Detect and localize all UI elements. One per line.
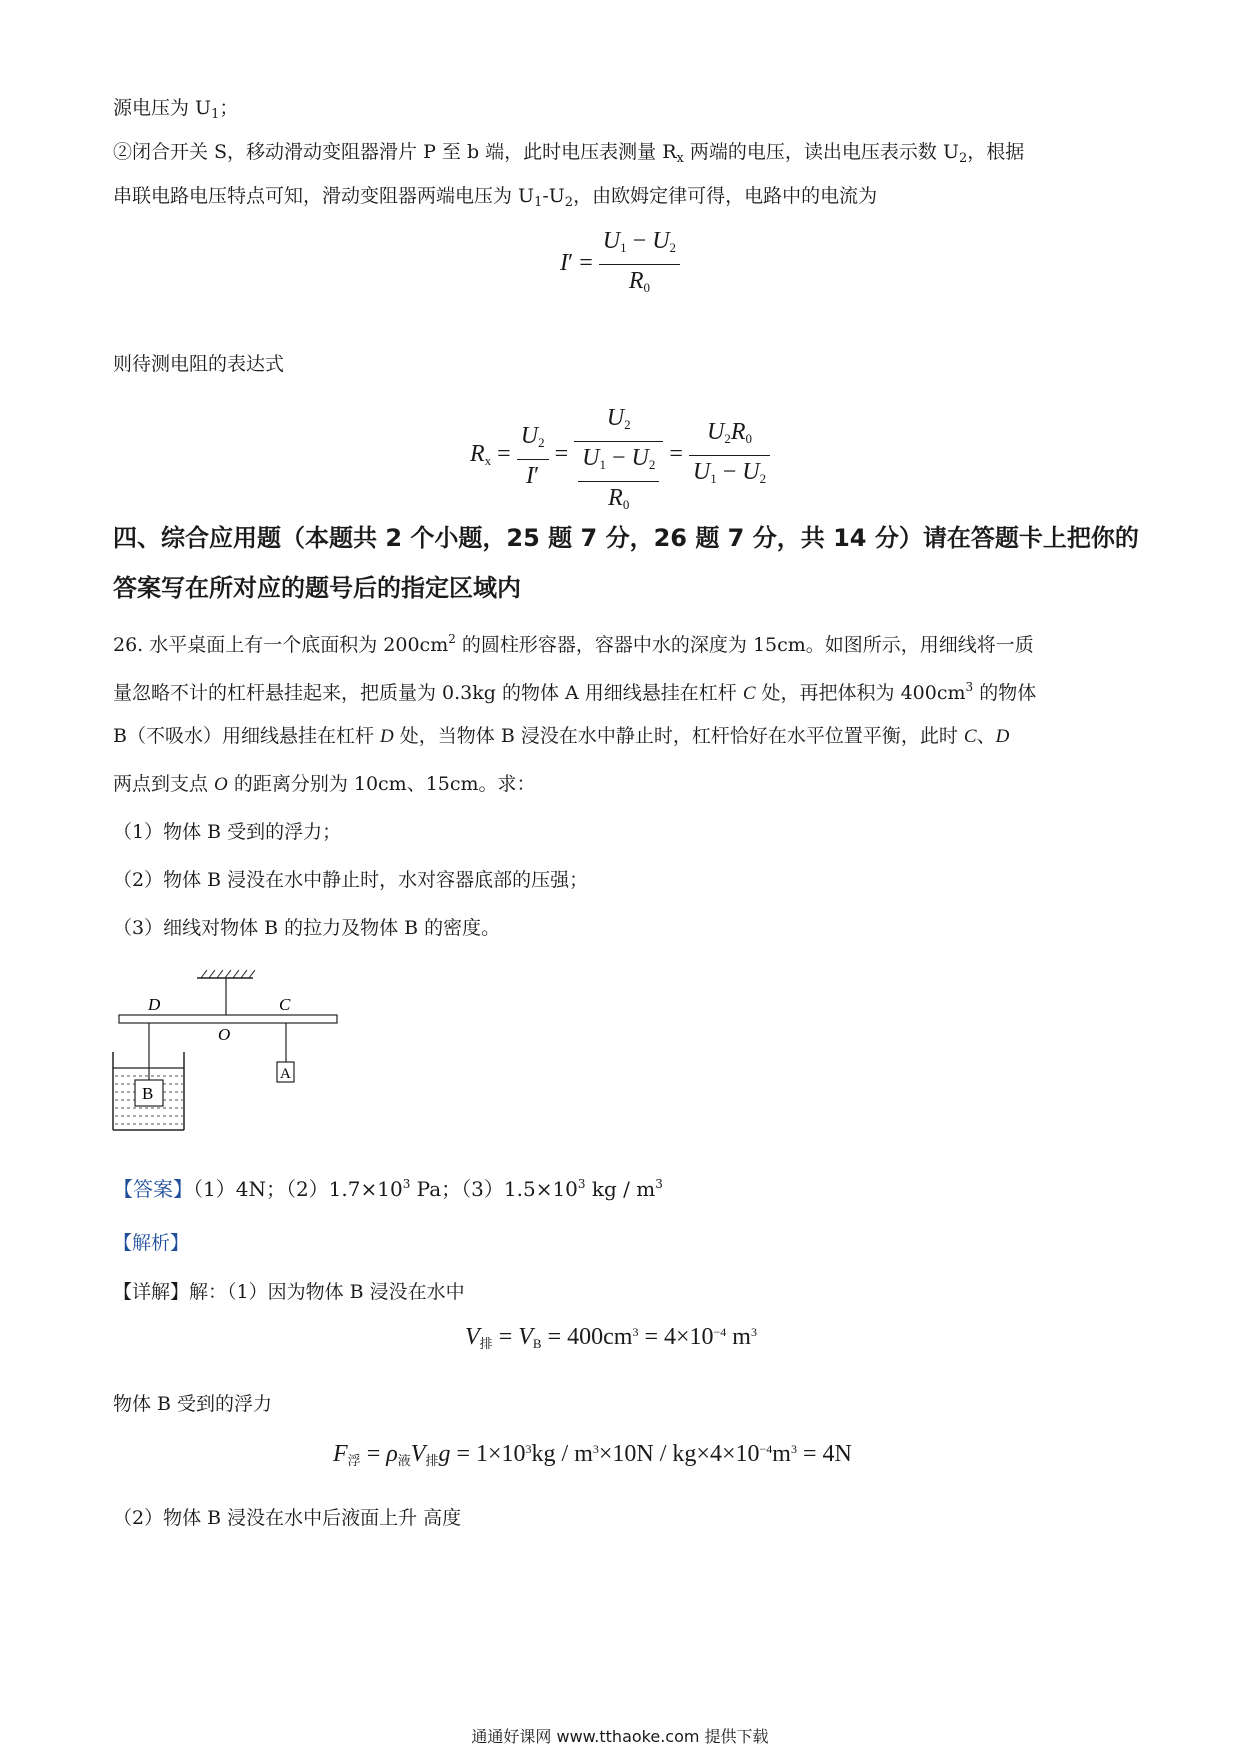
label-d: D: [148, 995, 161, 1014]
sub-question-1: （1）物体 B 受到的浮力；: [113, 821, 342, 843]
detail-line: 【详解】解：（1）因为物体 B 浸没在水中: [113, 1281, 465, 1303]
text-line: 物体 B 受到的浮力: [113, 1393, 273, 1415]
text-line: 则待测电阻的表达式: [113, 353, 285, 375]
section-heading: 答案写在所对应的题号后的指定区域内: [113, 574, 521, 602]
label-o: O: [218, 1025, 231, 1044]
answer-line: 【答案】（1）4N；$(2)1.7\times 10^3$ Pa；$(3)1.5\times 10^3$ kg / $m^3$: [113, 1177, 663, 1201]
page-footer: 通通好课网 www.tthaoke.com 提供下载: [471, 1727, 769, 1746]
resistance-equation: $R_x$ = $\frac{U_2}{I'}$ = $\frac{U_2}{\frac{U_1 - U_2}{R_0}}$ = $\frac{U_2R_0}{U_1 - U_2}$: [470, 402, 770, 521]
sub-question-3: （3）细线对物体 B 的拉力及物体 B 的密度。: [113, 917, 501, 939]
text-line: 源电压为 $U_1$；: [113, 97, 239, 122]
current-equation: I′ = $\frac{U_1 - U_2}{R_0}$: [560, 225, 680, 304]
label-a: A: [280, 1066, 291, 1082]
question-line: 量忽略不计的杠杆悬挂起来，把质量为 0.3kg 的物体 A 用细线悬挂在杠杆 C 处，再把体积为 $400cm^3$ 的物体: [113, 680, 1037, 704]
label-b: B: [142, 1084, 154, 1103]
question-line: B（不吸水）用细线悬挂在杠杆 D 处，当物体 B 浸没在水中静止时，杠杆恰好在水平位置平衡，此时 C、D: [113, 725, 1010, 747]
section-heading: 四、综合应用题（本题共 2 个小题，25 题 7 分，26 题 7 分，共 14 分）请在答题卡上把你的: [113, 524, 1139, 552]
lever-figure: [105, 958, 345, 1138]
volume-equation: $V_排 = V_B = 400cm^3 = 4\times 10^{-4}$ $m^3$: [465, 1324, 757, 1351]
question-line: 26. 水平桌面上有一个底面积为 $200cm^2$ 的圆柱形容器，容器中水的深度为 15cm。如图所示，用细线将一质: [113, 632, 1034, 656]
buoyancy-equation: $F_浮 = \rho_液V_排g = 1\times 10^3kg / m^3\times 10N / kg\times 4\times 10^{-4}m^3 = 4N$: [333, 1441, 852, 1468]
sub-question-2: （2）物体 B 浸没在水中静止时，水对容器底部的压强；: [113, 869, 589, 891]
label-c: C: [279, 995, 291, 1014]
text-line: ②闭合开关 S，移动滑动变阻器滑片 P 至 b 端，此时电压表测量 $R_x$ 两端的电压，读出电压表示数 $U_2$，根据: [113, 141, 1025, 166]
text-line: 串联电路电压特点可知，滑动变阻器两端电压为 $U_1-U_2$，由欧姆定律可得，电路中的电流为: [113, 185, 878, 210]
analysis-label: 【解析】: [113, 1232, 190, 1254]
question-line: 两点到支点 O 的距离分别为 10cm、15cm。求：: [113, 773, 536, 795]
text-line: （2）物体 B 浸没在水中后液面上升 高度: [113, 1507, 462, 1529]
